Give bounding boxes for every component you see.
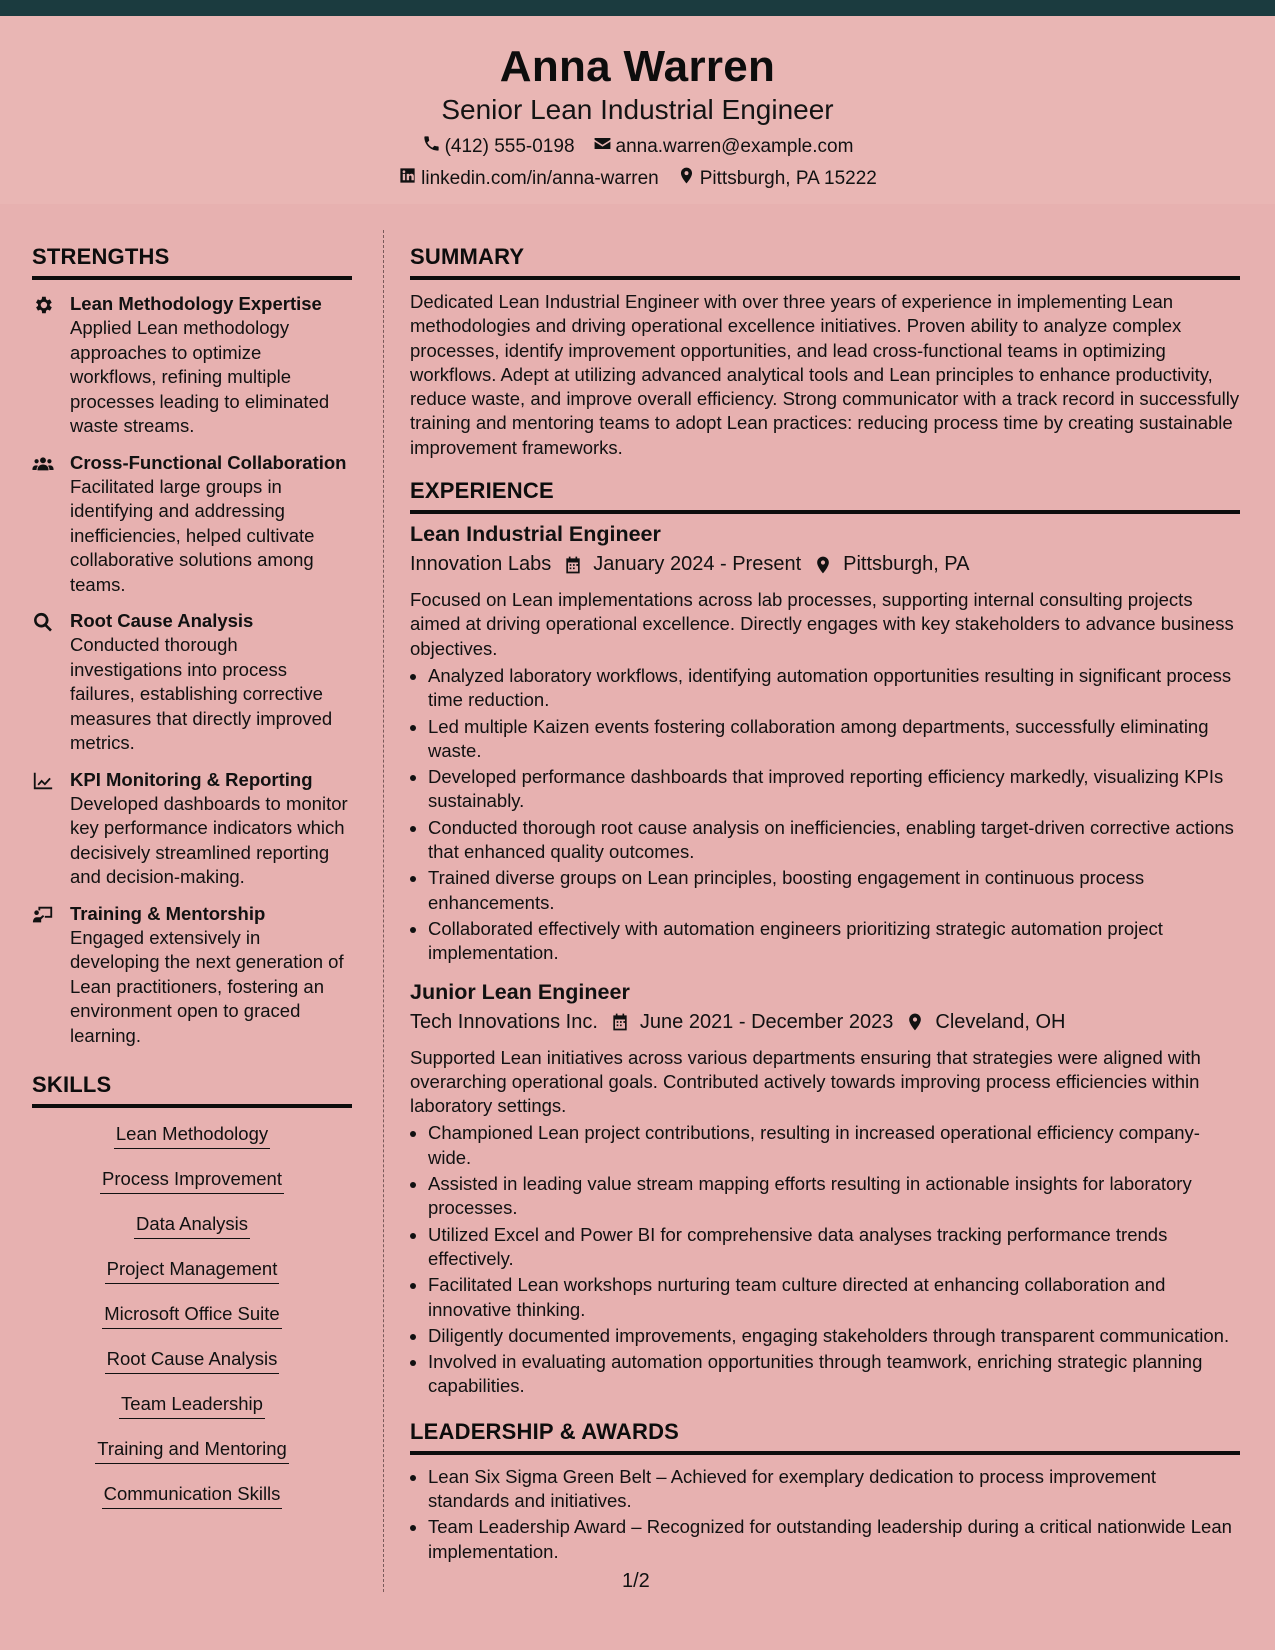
skill-item: Process Improvement	[100, 1167, 284, 1194]
list-item: • Lean Six Sigma Green Belt – Achieved for exemplary dedication to process improvement standards and initiatives.	[428, 1465, 1240, 1514]
job-title: Junior Lean Engineer	[410, 979, 630, 1004]
email-text: anna.warren@example.com	[615, 135, 854, 157]
contact-row-1	[0, 134, 1275, 159]
list-item: • Team Leadership Award – Recognized for outstanding leadership during a critical nationwide Lean implementation.	[428, 1515, 1240, 1564]
gear-icon	[32, 292, 70, 439]
job-dates: January 2024 - Present	[593, 553, 802, 576]
skill-item: Data Analysis	[134, 1212, 250, 1239]
strength-desc: Applied Lean methodology approaches to optimize workflows, refining multiple processes leading to eliminated waste streams.	[70, 317, 330, 436]
skill-item: Team Leadership	[119, 1392, 265, 1419]
linkedin-text: linkedin.com/in/anna-warren	[421, 167, 659, 189]
right-column	[410, 244, 1240, 1566]
linkedin-icon	[398, 166, 417, 191]
list-item: • Conducted thorough root cause analysis on inefficiencies, enabling target-driven corrective actions that enhanced quality outcomes.	[428, 816, 1240, 865]
strength-desc: Facilitated large groups in identifying and addressing inefficiencies, helped cultivate collaborative solutions among teams.	[70, 475, 315, 595]
strength-name: Root Cause Analysis	[70, 610, 254, 631]
contact-phone[interactable]	[422, 134, 575, 159]
summary-text: Dedicated Lean Industrial Engineer with over three years of experience in implementing Lean methodologies and driving operational excellence initiatives. Proven ability to analyze complex processes, identify improvement opportunities, and lead cross-functional teams in optimizing workflows. Adept at utilizing advanced analytical tools and Lean principles to enhance productivity, reduce waste, and improve overall efficiency. Strong communicator with a track record in successfully training and mentoring teams to adopt Lean practices: reducing process time by creating sustainable improvement frameworks.	[410, 291, 1240, 458]
skill-item: Root Cause Analysis	[105, 1347, 280, 1374]
job-bullets	[410, 664, 1240, 966]
skill-item: Lean Methodology	[114, 1122, 270, 1149]
summary-heading: SUMMARY	[410, 244, 1240, 280]
skill-item: Microsoft Office Suite	[102, 1302, 281, 1329]
strength-item	[32, 902, 352, 1049]
job-meta	[410, 1011, 1240, 1034]
contact-row-2	[0, 166, 1275, 191]
strength-desc: Engaged extensively in developing the next generation of Lean practitioners, fostering an environment open to graced learning.	[70, 926, 344, 1046]
job-company: Innovation Labs	[410, 553, 552, 576]
strength-item	[32, 609, 352, 756]
top-color-bar	[0, 0, 1275, 16]
users-icon	[32, 451, 70, 598]
job-company: Tech Innovations Inc.	[410, 1010, 598, 1033]
job-title: Lean Industrial Engineer	[410, 522, 661, 547]
location-text: Pittsburgh, PA 15222	[699, 167, 877, 189]
list-item: • Assisted in leading value stream mapping efforts resulting in actionable insights for laboratory processes.	[428, 1172, 1240, 1221]
list-item: • Trained diverse groups on Lean principles, boosting engagement in continuous process enhancements.	[428, 866, 1240, 915]
left-column	[32, 244, 352, 1527]
candidate-title: Senior Lean Industrial Engineer	[441, 94, 834, 125]
skills-heading: SKILLS	[32, 1072, 352, 1108]
awards-list	[410, 1465, 1240, 1564]
contact-email[interactable]	[593, 134, 854, 159]
search-icon	[32, 609, 70, 756]
contact-location	[677, 166, 877, 191]
strength-item	[32, 768, 352, 890]
candidate-name: Anna Warren	[499, 42, 776, 91]
skill-item: Communication Skills	[102, 1482, 283, 1509]
experience-heading: EXPERIENCE	[410, 478, 1240, 514]
job-entry	[410, 980, 1240, 1399]
column-divider	[383, 230, 384, 1592]
map-pin-icon	[813, 555, 833, 575]
awards-heading: LEADERSHIP & AWARDS	[410, 1419, 1240, 1455]
job-location: Pittsburgh, PA	[843, 553, 970, 576]
job-meta	[410, 553, 1240, 576]
strength-item	[32, 292, 352, 439]
phone-text: (412) 555-0198	[444, 135, 575, 157]
strength-name: Training & Mentorship	[70, 902, 266, 924]
list-item: • Developed performance dashboards that improved reporting efficiency markedly, visualizing KPIs sustainably.	[428, 765, 1240, 814]
job-location: Cleveland, OH	[935, 1010, 1066, 1033]
job-description: Supported Lean initiatives across various departments ensuring that strategies were aligned with overarching operational goals. Contributed actively towards improving process efficiencies within laboratory settings.	[410, 1046, 1201, 1117]
strength-desc: Developed dashboards to monitor key performance indicators which decisively streamlined reporting and decision-making.	[70, 792, 348, 887]
list-item: • Involved in evaluating automation opportunities through teamwork, enriching strategic planning capabilities.	[428, 1350, 1240, 1399]
contact-linkedin[interactable]	[398, 166, 659, 191]
envelope-icon	[593, 134, 612, 159]
strength-name: Lean Methodology Expertise	[70, 293, 322, 314]
page-indicator: 1/2	[622, 1570, 650, 1592]
chart-line-icon	[32, 768, 70, 890]
strength-name: Cross-Functional Collaboration	[70, 451, 347, 473]
list-item: • Diligently documented improvements, engaging stakeholders through transparent communication.	[428, 1324, 1240, 1348]
map-pin-icon	[677, 166, 696, 191]
list-item: • Championed Lean project contributions, resulting in increased operational efficiency company-wide.	[428, 1121, 1240, 1170]
list-item: • Analyzed laboratory workflows, identifying automation opportunities resulting in significant process time reduction.	[428, 664, 1240, 713]
job-bullets	[410, 1121, 1240, 1398]
skills-list	[32, 1122, 352, 1527]
phone-icon	[422, 134, 441, 159]
strengths-heading: STRENGTHS	[32, 244, 352, 280]
skill-item: Training and Mentoring	[95, 1437, 289, 1464]
job-entry	[410, 522, 1240, 965]
calendar-icon	[563, 555, 583, 575]
skill-item: Project Management	[105, 1257, 280, 1284]
strength-item	[32, 451, 352, 598]
job-dates: June 2021 - December 2023	[639, 1010, 894, 1033]
list-item: • Utilized Excel and Power BI for comprehensive data analyses tracking performance trends effectively.	[428, 1223, 1240, 1272]
chalkboard-teacher-icon	[32, 902, 70, 1049]
job-description: Focused on Lean implementations across lab processes, supporting internal consulting projects aimed at driving operational excellence. Directly engages with key stakeholders to advance business objectives.	[410, 589, 1234, 659]
list-item: • Collaborated effectively with automation engineers prioritizing strategic automation project implementation.	[428, 917, 1240, 966]
strength-desc: Conducted thorough investigations into process failures, establishing corrective measures that directly improved metrics.	[70, 634, 333, 753]
list-item: • Facilitated Lean workshops nurturing team culture directed at enhancing collaboration and innovative thinking.	[428, 1273, 1240, 1322]
map-pin-icon	[905, 1012, 925, 1032]
resume-header	[0, 16, 1275, 204]
strength-name: KPI Monitoring & Reporting	[70, 768, 313, 790]
list-item: • Led multiple Kaizen events fostering collaboration among departments, successfully eliminating waste.	[428, 715, 1240, 764]
calendar-icon	[610, 1012, 630, 1032]
